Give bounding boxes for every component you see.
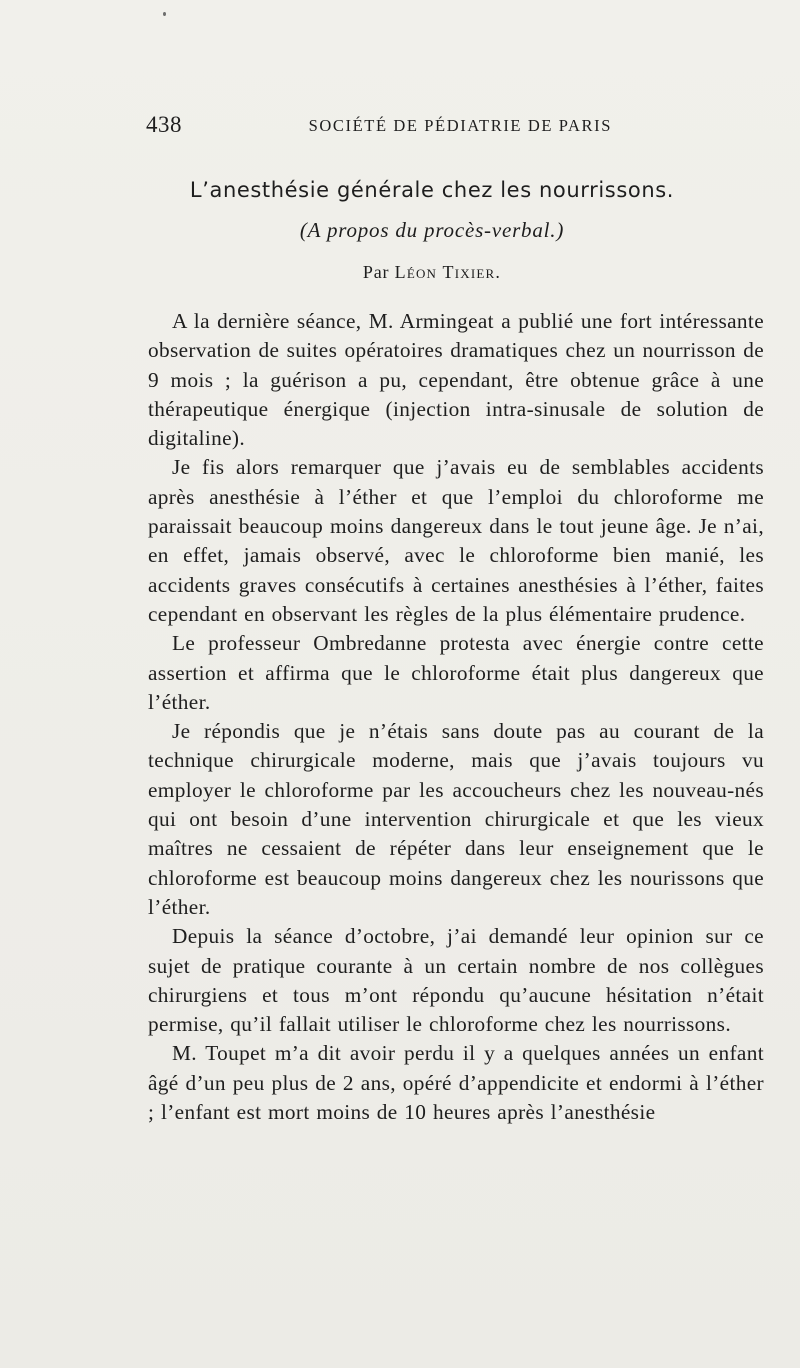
author-name: Léon Tixier.	[394, 262, 502, 282]
paragraph: M. Toupet m’a dit avoir perdu il y a quelques années un enfant âgé d’un peu plus de 2 ans, opéré d’appendicite et endormi à l’éther ; l’enfant est mort moins de 10 heures après l’anesthésie	[148, 1041, 764, 1125]
paragraph: Le professeur Ombredanne protesta avec énergie contre cette assertion et affirma que le chloroforme était plus dangereux que l’éther.	[148, 631, 764, 714]
ink-speck	[163, 12, 166, 16]
article-body	[148, 307, 764, 1127]
paragraph: Je fis alors remarquer que j’avais eu de semblables accidents après anesthésie à l’éther et que l’emploi du chloroforme me paraissait beaucoup moins dangereux dans le tout jeune âge. Je n’ai, en effet, jamais observé, avec le chloroforme bien manié, les accidents graves consécutifs à certaines anesthésies à l’éther, faites cependant en observant les règles de la plus élémentaire prudence.	[148, 455, 764, 626]
byline-prefix: Par	[362, 262, 390, 282]
byline	[0, 262, 800, 283]
paragraph: A la dernière séance, M. Armingeat a publié une fort intéressante observation de suites opératoires dramatiques chez un nourrisson de 9 mois ; la guérison a pu, cependant, être obtenue grâce à une thérapeutique énergique (injection intra-sinusale de solution de digitaline).	[148, 309, 764, 451]
running-head	[146, 112, 612, 138]
paragraph: Je répondis que je n’étais sans doute pas au courant de la technique chirurgicale moderne, mais que j’avais toujours vu employer le chloroforme par les accoucheurs chez les nouveau-nés qui ont besoin d’une intervention chirurgicale et que les vieux maîtres ne cessaient de répéter dans leur enseignement que le chloroforme est beaucoup moins dangereux chez les nourissons que l’éther.	[148, 719, 764, 919]
article-title: L’anesthésie générale chez les nourrissons.	[189, 178, 675, 202]
page-number: 438	[146, 112, 182, 137]
article-subtitle: (A propos du procès-verbal.)	[299, 218, 565, 242]
journal-title: SOCIÉTÉ DE PÉDIATRIE DE PARIS	[308, 116, 612, 135]
paragraph: Depuis la séance d’octobre, j’ai demandé leur opinion sur ce sujet de pratique courante à un certain nombre de nos collègues chirurgiens et tous m’ont répondu qu’aucune hésitation n’était permise, qu’il fallait utiliser le chloroforme chez les nourrissons.	[148, 924, 764, 1037]
